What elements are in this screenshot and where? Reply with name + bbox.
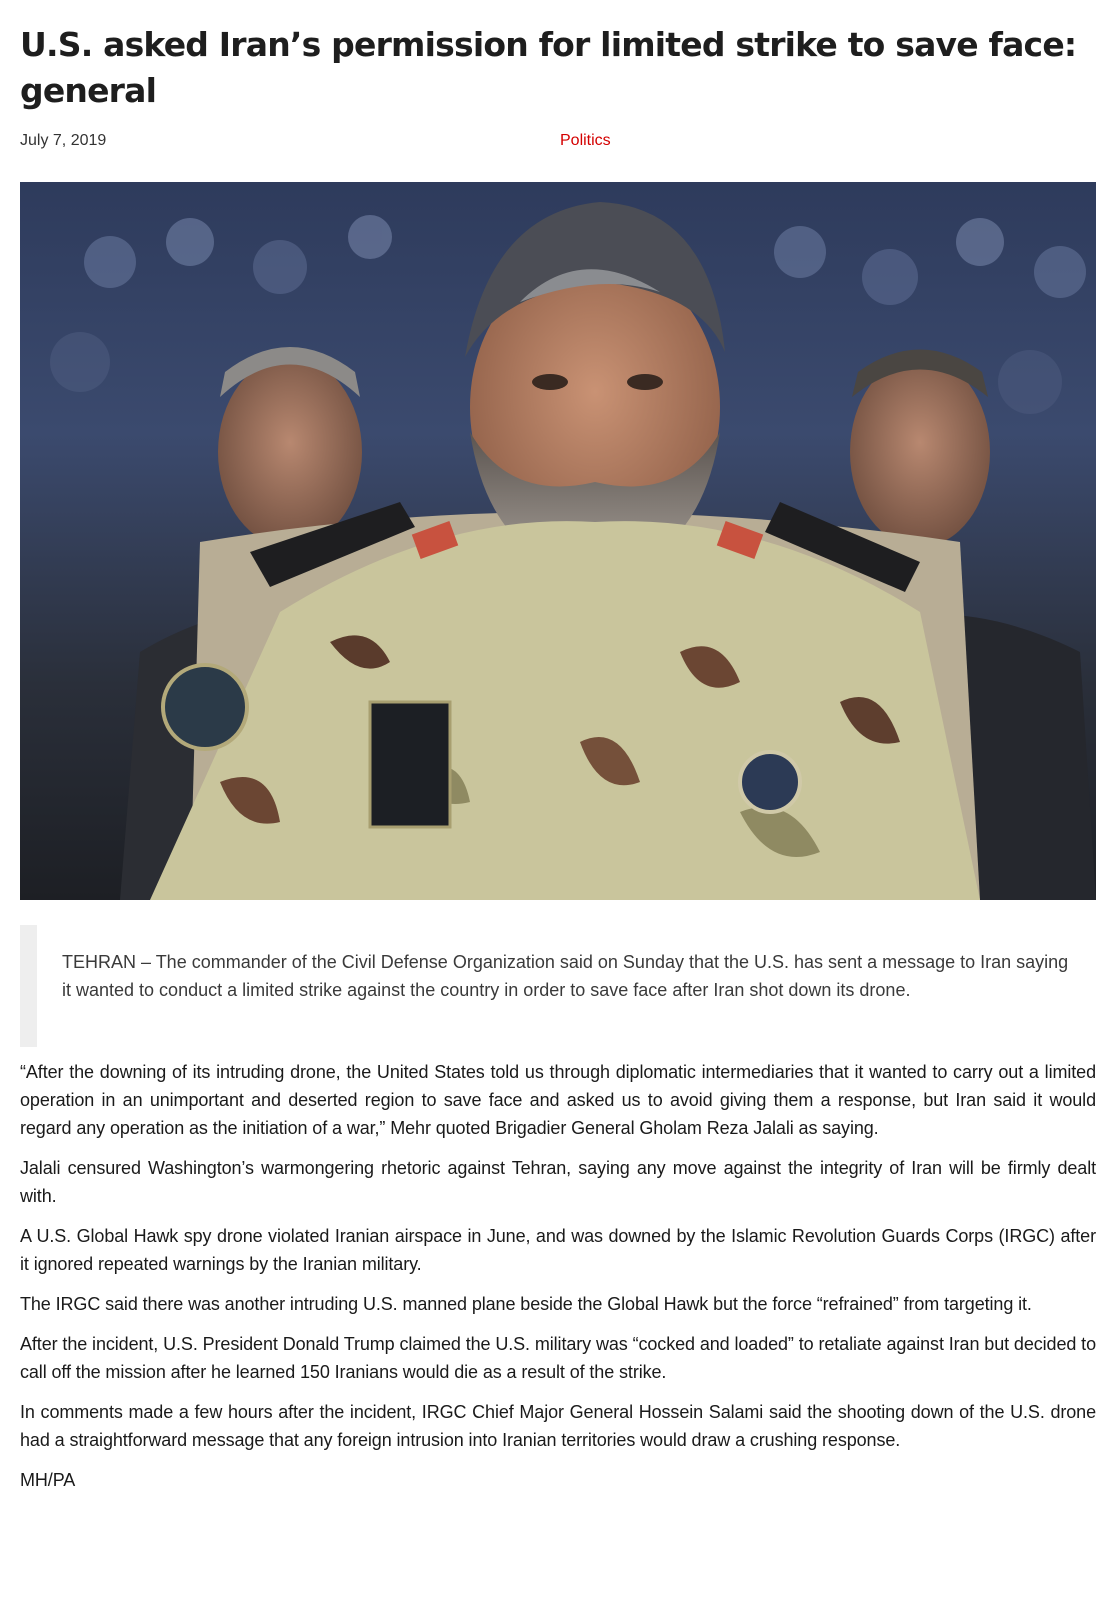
paragraph: A U.S. Global Hawk spy drone violated Iranian airspace in June, and was downed by the Islamic Revolution Guards Corps (IRGC) after it ignored repeated warnings by the Iranian military. [20, 1226, 1096, 1274]
paragraph: “After the downing of its intruding drone, the United States told us through diplomatic intermediaries that it wanted to carry out a limited operation in an unimportant and deserted region to save face and asked us to avoid giving them a response, but Iran said it would regard any operation as the initiation of a war,” Mehr quoted Brigadier General Gholam Reza Jalali as saying. [20, 1062, 1096, 1138]
lede-blockquote [20, 925, 1090, 1047]
author-initials: MH/PA [20, 1470, 76, 1490]
category-link[interactable]: Politics [560, 132, 611, 149]
paragraph: In comments made a few hours after the incident, IRGC Chief Major General Hossein Salami said the shooting down of the U.S. drone had a straightforward message that any foreign intrusion into Iranian territories would draw a crushing response. [20, 1402, 1096, 1450]
article-body [20, 1058, 1096, 1506]
article-date: July 7, 2019 [20, 132, 107, 149]
article-title: U.S. asked Iran’s permission for limited strike to save face: general [20, 25, 1077, 110]
paragraph: The IRGC said there was another intruding U.S. manned plane beside the Global Hawk but the force “refrained” from targeting it. [20, 1294, 1032, 1314]
paragraph: Jalali censured Washington’s warmongering rhetoric against Tehran, saying any move against the integrity of Iran will be firmly dealt with. [20, 1158, 1096, 1206]
paragraph: After the incident, U.S. President Donald Trump claimed the U.S. military was “cocked and loaded” to retaliate against Iran but decided to call off the mission after he learned 150 Iranians would die as a result of the strike. [20, 1334, 1096, 1382]
lede-text: TEHRAN – The commander of the Civil Defense Organization said on Sunday that the U.S. has sent a message to Iran saying it wanted to conduct a limited strike against the country in order to save face after Iran shot down its drone. [62, 952, 1069, 1000]
hero-photo [20, 182, 1096, 900]
